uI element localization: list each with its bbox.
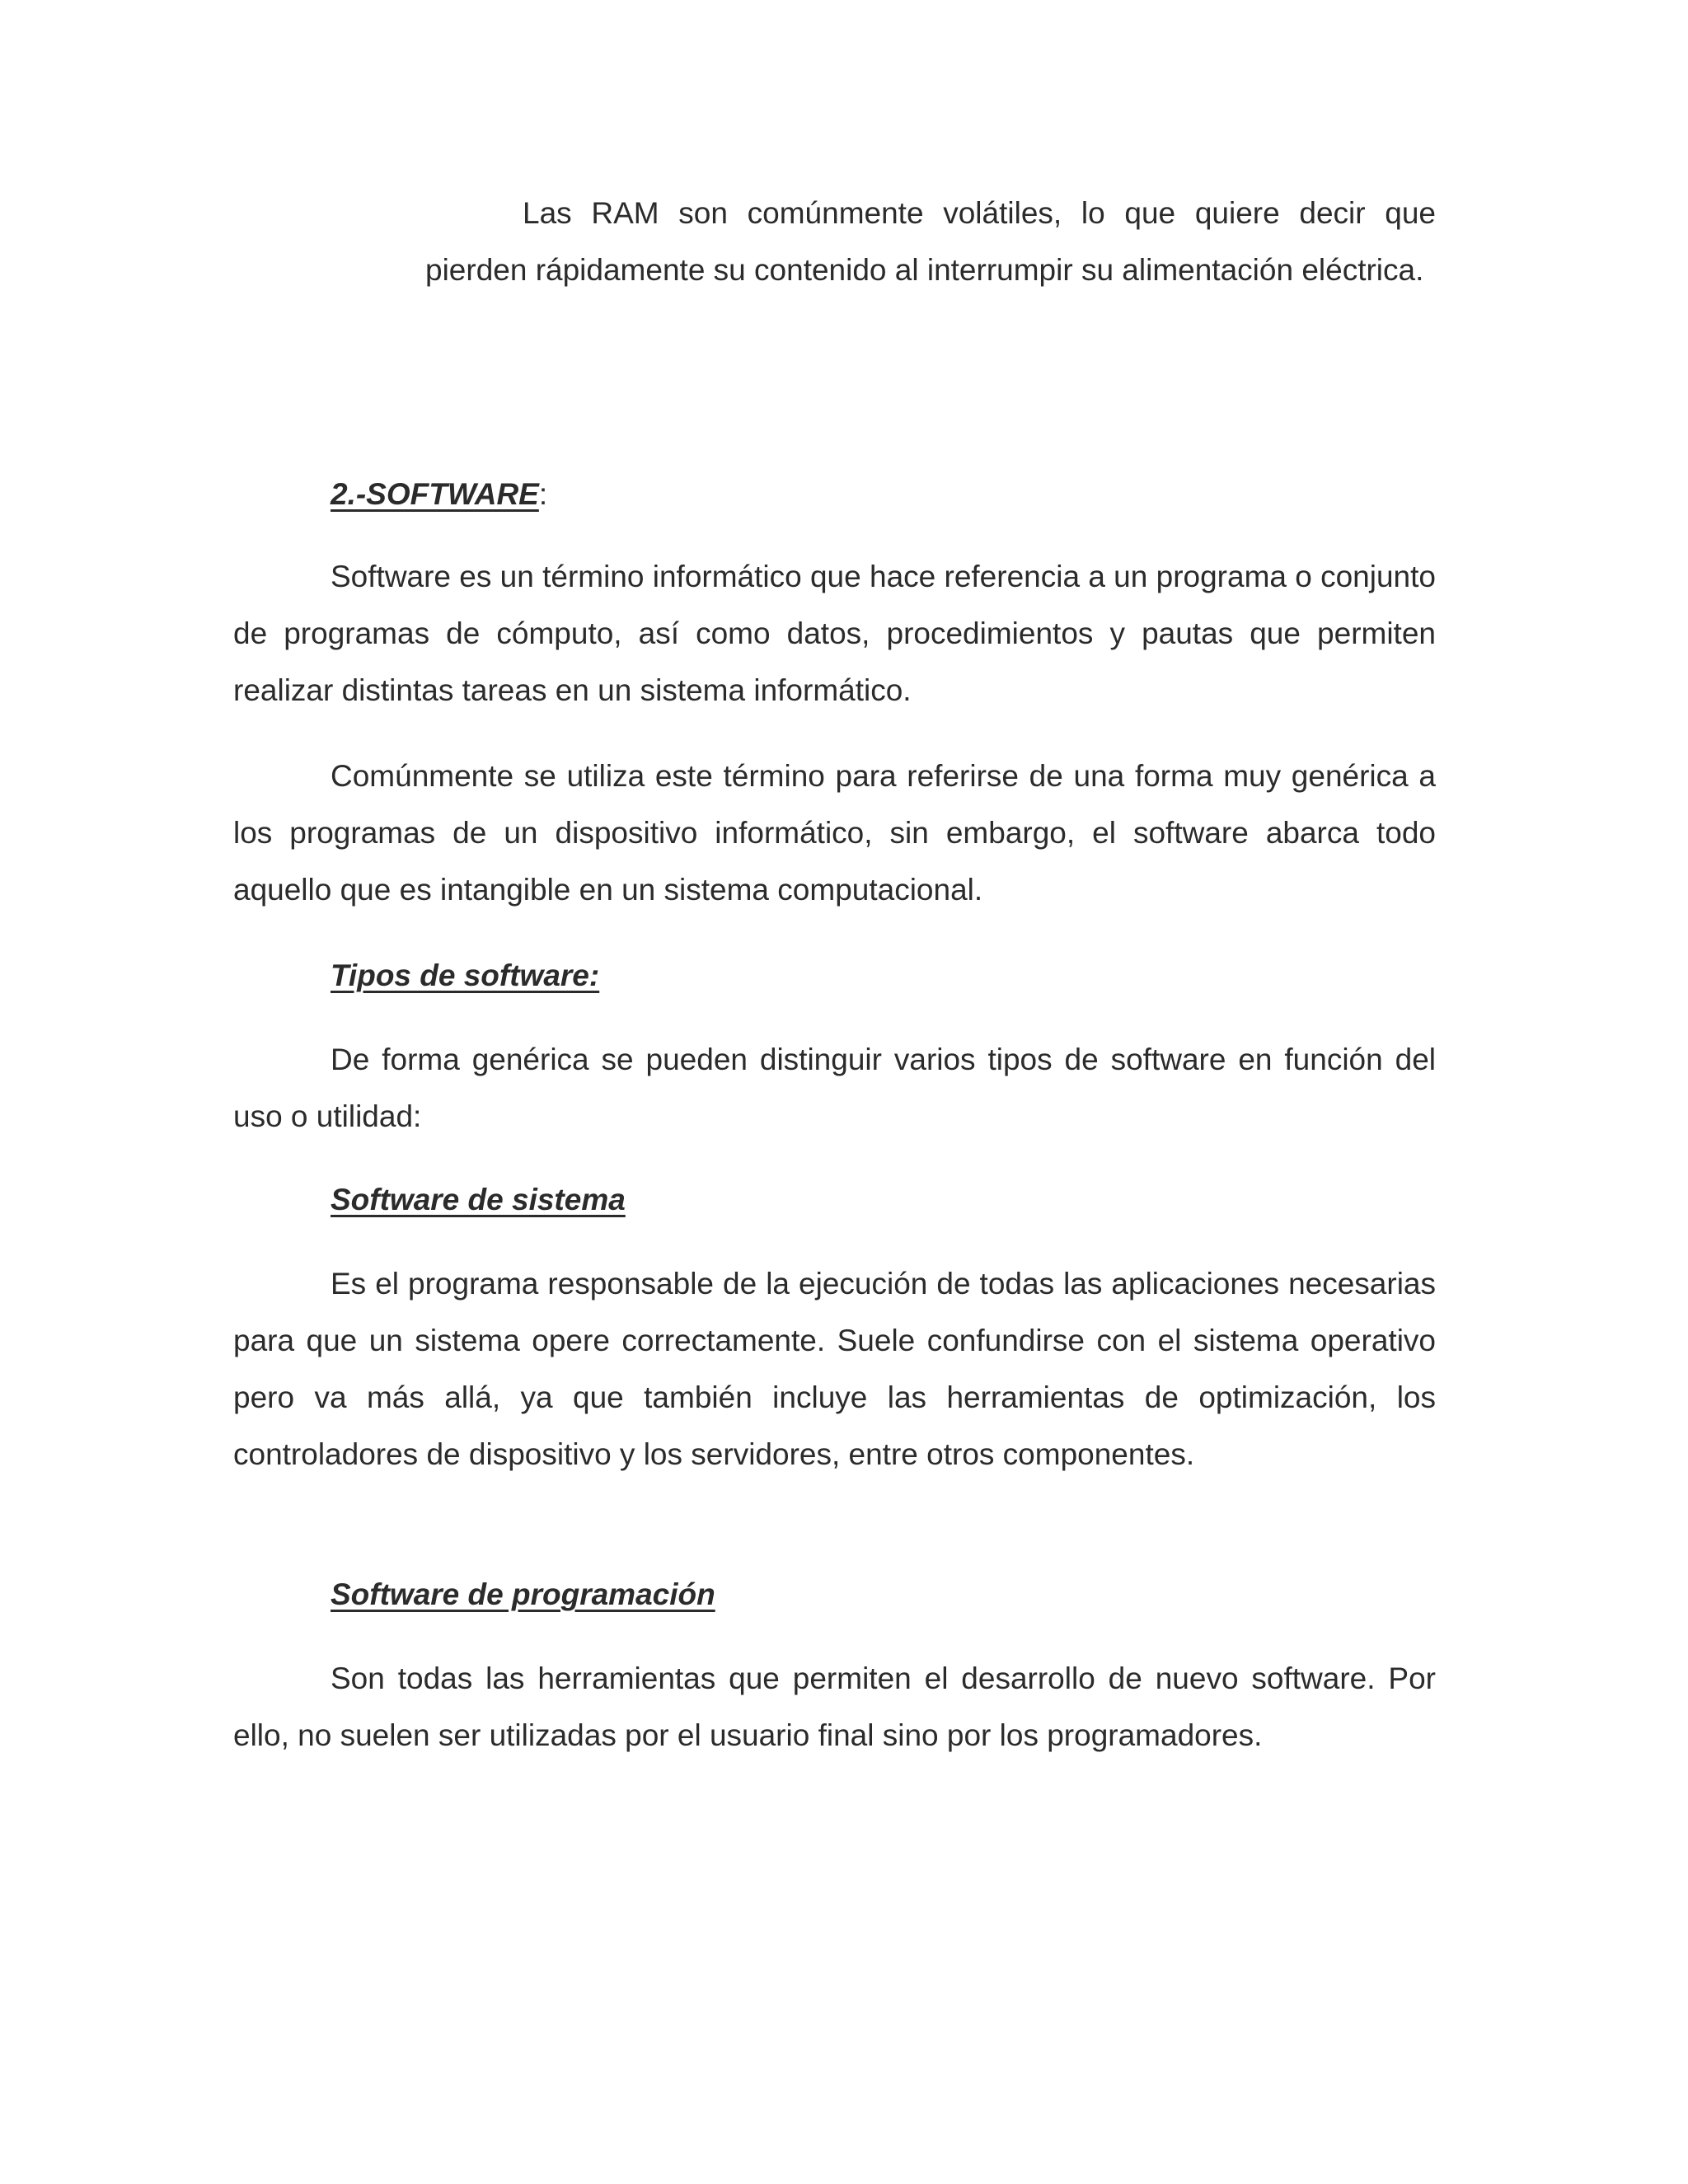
software-paragraph-2: Comúnmente se utiliza este término para referirse de una forma muy genérica a los programas de un dispositivo informático, sin embargo, el software abarca todo aquello que es intangible en un sistema computacional. bbox=[233, 759, 1436, 907]
section-heading-text: 2.-SOFTWARE bbox=[331, 477, 539, 511]
software-paragraph-1: Software es un término informático que hace referencia a un programa o conjunto de programas de cómputo, así como datos, procedimientos y pautas que permiten realizar distintas tareas en un sistema informático. bbox=[233, 560, 1436, 707]
programming-heading bbox=[331, 1566, 715, 1623]
system-heading-text: Software de sistema bbox=[331, 1183, 626, 1216]
types-paragraph: De forma genérica se pueden distinguir varios tipos de software en función del uso o utilidad: bbox=[233, 1043, 1436, 1133]
types-heading bbox=[331, 947, 599, 1004]
system-paragraph: Es el programa responsable de la ejecución de todas las aplicaciones necesarias para que un sistema opere correctamente. Suele confundirse con el sistema operativo pero va más allá, ya que también incluye las herramientas de optimización, los controladores de dispositivo y los servidores, entre otros componentes. bbox=[233, 1267, 1436, 1471]
programming-paragraph: Son todas las herramientas que permiten el desarrollo de nuevo software. Por ello, no suelen ser utilizadas por el usuario final sino por los programadores. bbox=[233, 1661, 1436, 1752]
section-heading bbox=[331, 466, 547, 523]
programming-heading-text: Software de programación bbox=[331, 1577, 715, 1611]
system-heading bbox=[331, 1171, 626, 1228]
section-heading-colon: : bbox=[538, 477, 548, 511]
types-heading-text: Tipos de software: bbox=[331, 958, 600, 992]
ram-paragraph: Las RAM son comúnmente volátiles, lo que quiere decir que pierden rápidamente su contenido al interrumpir su alimentación eléctrica. bbox=[425, 196, 1436, 287]
